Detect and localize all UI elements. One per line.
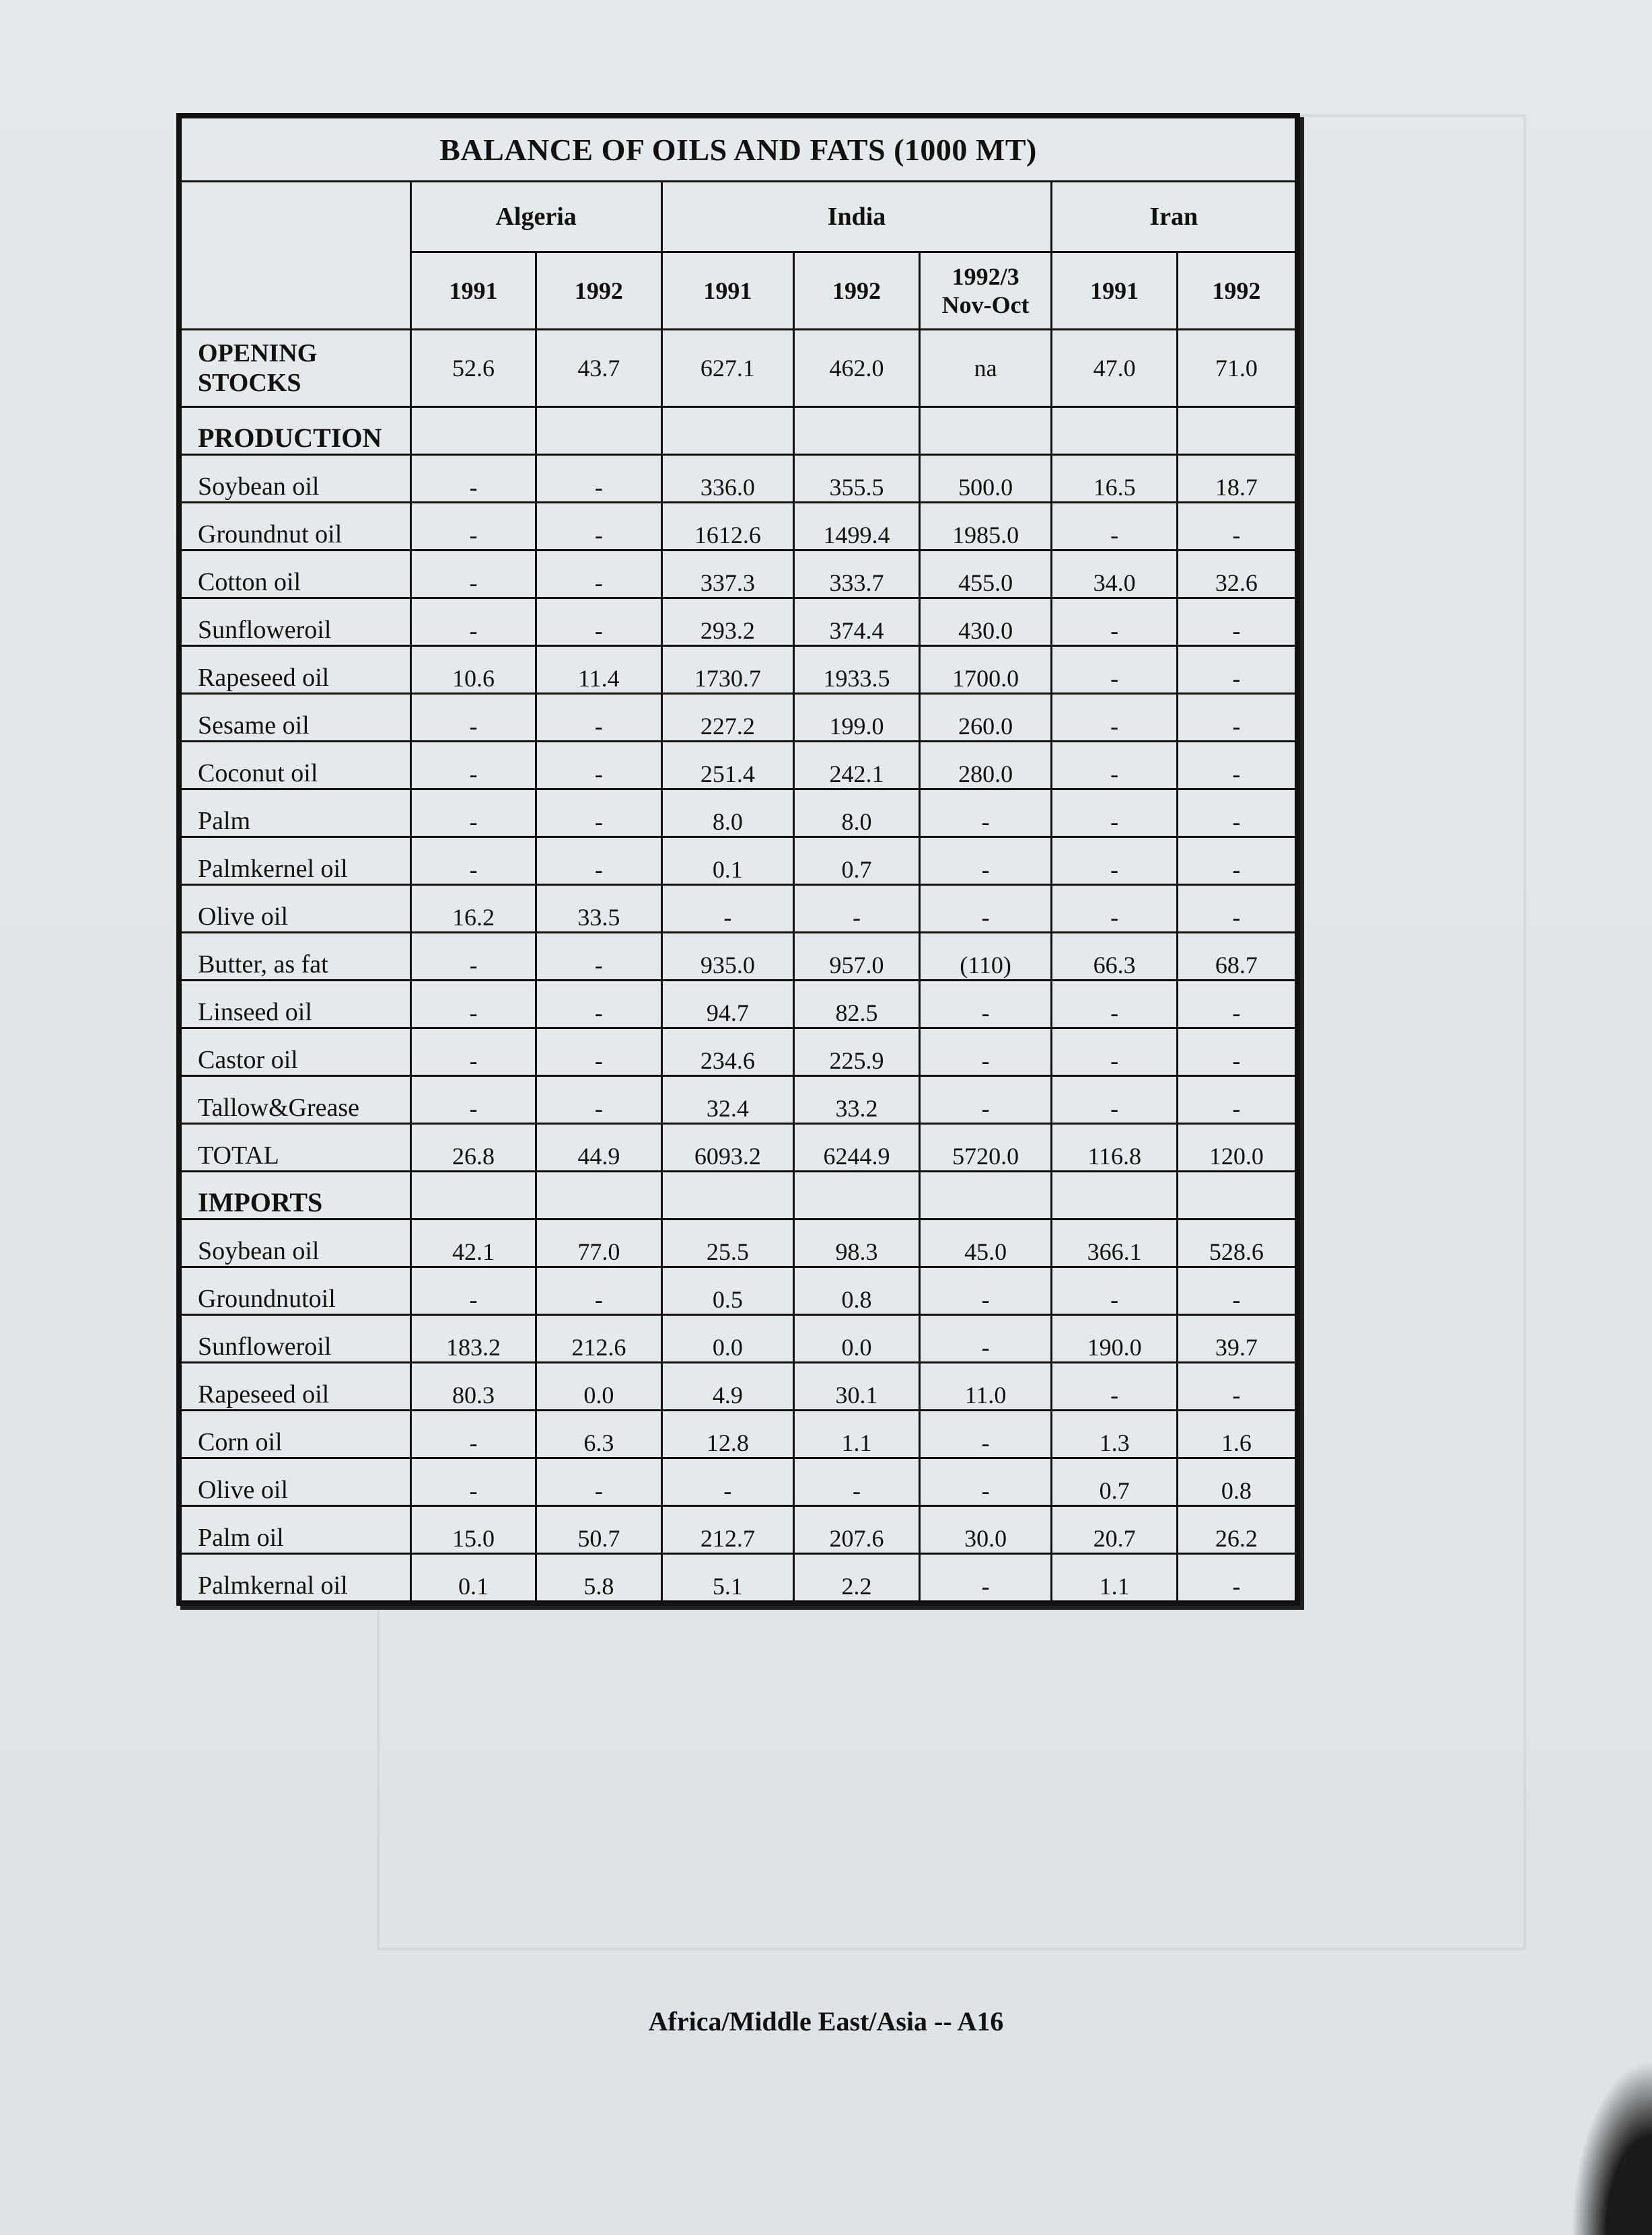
table-cell: - xyxy=(919,837,1052,885)
year-header: 1992 xyxy=(1177,252,1295,330)
table-cell: 30.0 xyxy=(919,1506,1052,1554)
table-cell: 0.1 xyxy=(410,1554,536,1602)
table-cell: 2.2 xyxy=(794,1554,919,1602)
imports-heading-row xyxy=(181,1172,1296,1219)
table-cell: - xyxy=(794,885,919,933)
table-cell: 199.0 xyxy=(794,694,919,742)
table-cell: - xyxy=(536,551,661,598)
table-cell: - xyxy=(1177,837,1295,885)
table-cell: - xyxy=(410,1028,536,1076)
table-cell: 0.1 xyxy=(661,837,794,885)
row-label: Corn oil xyxy=(181,1411,411,1458)
production-row xyxy=(181,837,1296,885)
table-cell: 44.9 xyxy=(536,1124,661,1172)
table-cell: - xyxy=(536,789,661,837)
table-cell: 42.1 xyxy=(410,1219,536,1267)
imports-row xyxy=(181,1267,1296,1315)
table-cell: 50.7 xyxy=(536,1506,661,1554)
row-label: Olive oil xyxy=(181,1458,411,1506)
table-cell: 8.0 xyxy=(794,789,919,837)
section-heading: PRODUCTION xyxy=(181,407,411,455)
table-cell: 1.1 xyxy=(1052,1554,1177,1602)
table-cell: - xyxy=(794,1458,919,1506)
table-cell: 0.8 xyxy=(794,1267,919,1315)
table-cell: - xyxy=(536,1458,661,1506)
table-cell: - xyxy=(536,1076,661,1124)
table-cell: - xyxy=(1177,1554,1295,1602)
table-cell: - xyxy=(410,789,536,837)
year-header: 1991 xyxy=(410,252,536,330)
table-cell: - xyxy=(536,1028,661,1076)
table-cell: - xyxy=(1052,837,1177,885)
row-label: Tallow&Grease xyxy=(181,1076,411,1124)
imports-row xyxy=(181,1363,1296,1411)
row-label: Castor oil xyxy=(181,1028,411,1076)
table-cell: na xyxy=(919,330,1052,407)
table-cell: 1730.7 xyxy=(661,646,794,694)
table-cell: - xyxy=(536,694,661,742)
table-cell: - xyxy=(1177,885,1295,933)
production-row xyxy=(181,646,1296,694)
table-cell: 0.8 xyxy=(1177,1458,1295,1506)
table-cell: 280.0 xyxy=(919,742,1052,789)
production-row xyxy=(181,1076,1296,1124)
table-cell: - xyxy=(410,455,536,503)
table-cell: - xyxy=(1177,1363,1295,1411)
production-row xyxy=(181,1028,1296,1076)
table-title: BALANCE OF OILS AND FATS (1000 MT) xyxy=(181,118,1296,182)
production-row xyxy=(181,742,1296,789)
table-cell: - xyxy=(536,933,661,981)
table-cell: 5.1 xyxy=(661,1554,794,1602)
table-cell: 212.7 xyxy=(661,1506,794,1554)
table-cell: 1.1 xyxy=(794,1411,919,1458)
table-cell: 47.0 xyxy=(1052,330,1177,407)
table-cell: 116.8 xyxy=(1052,1124,1177,1172)
table-cell: 11.0 xyxy=(919,1363,1052,1411)
production-heading-row xyxy=(181,407,1296,455)
table-cell: 366.1 xyxy=(1052,1219,1177,1267)
country-header-algeria: Algeria xyxy=(410,182,661,252)
row-label: Palm xyxy=(181,789,411,837)
table-cell: 20.7 xyxy=(1052,1506,1177,1554)
empty-cell xyxy=(919,407,1052,455)
empty-cell xyxy=(919,1172,1052,1219)
table-cell: - xyxy=(1177,1028,1295,1076)
table-cell: 1.6 xyxy=(1177,1411,1295,1458)
table-cell: - xyxy=(1177,503,1295,551)
table-cell: - xyxy=(410,1458,536,1506)
production-row xyxy=(181,694,1296,742)
table-cell: 430.0 xyxy=(919,598,1052,646)
table-cell: - xyxy=(1177,1267,1295,1315)
table-cell: 80.3 xyxy=(410,1363,536,1411)
row-label: Palmkernal oil xyxy=(181,1554,411,1602)
table-cell: 1.3 xyxy=(1052,1411,1177,1458)
table-cell: 627.1 xyxy=(661,330,794,407)
table-cell: 455.0 xyxy=(919,551,1052,598)
table-cell: - xyxy=(919,1458,1052,1506)
table-cell: 43.7 xyxy=(536,330,661,407)
table-cell: 16.2 xyxy=(410,885,536,933)
country-header-iran: Iran xyxy=(1052,182,1296,252)
table-cell: 5720.0 xyxy=(919,1124,1052,1172)
table-cell: - xyxy=(1052,694,1177,742)
year-header: 1992/3 Nov-Oct xyxy=(919,252,1052,330)
table-cell: 336.0 xyxy=(661,455,794,503)
production-row xyxy=(181,981,1296,1028)
production-row xyxy=(181,551,1296,598)
production-row xyxy=(181,455,1296,503)
table-cell: 12.8 xyxy=(661,1411,794,1458)
table-cell: 1499.4 xyxy=(794,503,919,551)
section-heading: IMPORTS xyxy=(181,1172,411,1219)
table-cell: - xyxy=(919,885,1052,933)
table-cell: 0.7 xyxy=(794,837,919,885)
table-cell: - xyxy=(661,1458,794,1506)
table-cell: 45.0 xyxy=(919,1219,1052,1267)
table-cell: 183.2 xyxy=(410,1315,536,1363)
imports-row xyxy=(181,1458,1296,1506)
table-cell: 26.2 xyxy=(1177,1506,1295,1554)
empty-cell xyxy=(536,407,661,455)
row-label: Sesame oil xyxy=(181,694,411,742)
row-label: Sunfloweroil xyxy=(181,598,411,646)
table-cell: 98.3 xyxy=(794,1219,919,1267)
table-cell: 30.1 xyxy=(794,1363,919,1411)
table-cell: 355.5 xyxy=(794,455,919,503)
table-cell: 8.0 xyxy=(661,789,794,837)
row-label: Sunfloweroil xyxy=(181,1315,411,1363)
table-cell: 528.6 xyxy=(1177,1219,1295,1267)
table-cell: 18.7 xyxy=(1177,455,1295,503)
row-label: Palmkernel oil xyxy=(181,837,411,885)
table-cell: 77.0 xyxy=(536,1219,661,1267)
row-label: Butter, as fat xyxy=(181,933,411,981)
row-label: Cotton oil xyxy=(181,551,411,598)
table-cell: 0.0 xyxy=(661,1315,794,1363)
total-row xyxy=(181,1124,1296,1172)
row-label: Olive oil xyxy=(181,885,411,933)
corner-cell xyxy=(181,182,411,330)
table-cell: 260.0 xyxy=(919,694,1052,742)
table-cell: 500.0 xyxy=(919,455,1052,503)
table-cell: 0.7 xyxy=(1052,1458,1177,1506)
table-cell: 39.7 xyxy=(1177,1315,1295,1363)
table-cell: 34.0 xyxy=(1052,551,1177,598)
table-cell: - xyxy=(1177,981,1295,1028)
page-corner-shadow xyxy=(1571,2060,1652,2235)
table-cell: - xyxy=(661,885,794,933)
table-cell: - xyxy=(410,981,536,1028)
table-cell: - xyxy=(536,455,661,503)
table-cell: - xyxy=(1052,742,1177,789)
row-label: OPENING STOCKS xyxy=(181,330,411,407)
row-label: Rapeseed oil xyxy=(181,1363,411,1411)
table-cell: 957.0 xyxy=(794,933,919,981)
table-cell: 82.5 xyxy=(794,981,919,1028)
table-cell: - xyxy=(919,1315,1052,1363)
table-cell: - xyxy=(1177,598,1295,646)
table-cell: 251.4 xyxy=(661,742,794,789)
table-cell: 120.0 xyxy=(1177,1124,1295,1172)
table-cell: 234.6 xyxy=(661,1028,794,1076)
balance-table xyxy=(180,116,1297,1602)
table-cell: - xyxy=(536,598,661,646)
imports-row xyxy=(181,1554,1296,1602)
table-cell: - xyxy=(410,933,536,981)
table-cell: - xyxy=(410,1076,536,1124)
table-cell: (110) xyxy=(919,933,1052,981)
table-cell: - xyxy=(410,694,536,742)
imports-row xyxy=(181,1315,1296,1363)
table-cell: 333.7 xyxy=(794,551,919,598)
table-cell: 374.4 xyxy=(794,598,919,646)
production-row xyxy=(181,789,1296,837)
empty-cell xyxy=(410,1172,536,1219)
table-cell: - xyxy=(410,837,536,885)
table-cell: 1933.5 xyxy=(794,646,919,694)
table-cell: 5.8 xyxy=(536,1554,661,1602)
table-cell: 242.1 xyxy=(794,742,919,789)
table-cell: - xyxy=(1052,885,1177,933)
table-cell: - xyxy=(919,1076,1052,1124)
table-cell: 0.0 xyxy=(536,1363,661,1411)
table-cell: 52.6 xyxy=(410,330,536,407)
table-cell: - xyxy=(919,1267,1052,1315)
table-cell: 6093.2 xyxy=(661,1124,794,1172)
table-cell: 32.4 xyxy=(661,1076,794,1124)
table-cell: 11.4 xyxy=(536,646,661,694)
table-cell: 225.9 xyxy=(794,1028,919,1076)
table-cell: - xyxy=(1052,1267,1177,1315)
empty-cell xyxy=(536,1172,661,1219)
table-cell: - xyxy=(1177,646,1295,694)
empty-cell xyxy=(410,407,536,455)
table-cell: 25.5 xyxy=(661,1219,794,1267)
empty-cell xyxy=(661,407,794,455)
table-cell: 227.2 xyxy=(661,694,794,742)
table-cell: - xyxy=(1052,1028,1177,1076)
table-cell: - xyxy=(1177,1076,1295,1124)
table-cell: - xyxy=(536,981,661,1028)
row-label: Soybean oil xyxy=(181,1219,411,1267)
table-cell: 10.6 xyxy=(410,646,536,694)
table-body xyxy=(181,330,1296,1602)
row-label: Groundnut oil xyxy=(181,503,411,551)
table-cell: - xyxy=(410,598,536,646)
table-cell: - xyxy=(536,837,661,885)
table-cell: 462.0 xyxy=(794,330,919,407)
table-cell: - xyxy=(1177,742,1295,789)
year-header: 1991 xyxy=(1052,252,1177,330)
table-cell: - xyxy=(410,742,536,789)
table-cell: 71.0 xyxy=(1177,330,1295,407)
empty-cell xyxy=(1052,1172,1177,1219)
table-cell: 68.7 xyxy=(1177,933,1295,981)
table-cell: - xyxy=(1052,598,1177,646)
row-label: TOTAL xyxy=(181,1124,411,1172)
table-cell: 1700.0 xyxy=(919,646,1052,694)
year-header: 1992 xyxy=(794,252,919,330)
empty-cell xyxy=(794,407,919,455)
table-cell: 1985.0 xyxy=(919,503,1052,551)
table-cell: 0.0 xyxy=(794,1315,919,1363)
table-cell: - xyxy=(919,1411,1052,1458)
table-cell: 26.8 xyxy=(410,1124,536,1172)
country-header-india: India xyxy=(661,182,1052,252)
table-cell: 66.3 xyxy=(1052,933,1177,981)
table-cell: - xyxy=(919,789,1052,837)
table-cell: - xyxy=(1052,981,1177,1028)
imports-row xyxy=(181,1506,1296,1554)
table-cell: 212.6 xyxy=(536,1315,661,1363)
table-cell: 6244.9 xyxy=(794,1124,919,1172)
imports-row xyxy=(181,1219,1296,1267)
table-cell: - xyxy=(1052,789,1177,837)
row-label: Linseed oil xyxy=(181,981,411,1028)
table-cell: - xyxy=(410,503,536,551)
empty-cell xyxy=(1177,1172,1295,1219)
table-cell: - xyxy=(1052,503,1177,551)
table-cell: 4.9 xyxy=(661,1363,794,1411)
table-cell: - xyxy=(536,503,661,551)
row-label: Soybean oil xyxy=(181,455,411,503)
table-cell: - xyxy=(919,1554,1052,1602)
table-cell: - xyxy=(410,551,536,598)
year-header: 1991 xyxy=(661,252,794,330)
page-footer: Africa/Middle East/Asia -- A16 xyxy=(648,2006,1004,2036)
row-label: Palm oil xyxy=(181,1506,411,1554)
production-row xyxy=(181,933,1296,981)
production-row xyxy=(181,885,1296,933)
row-label: Coconut oil xyxy=(181,742,411,789)
table-cell: - xyxy=(410,1267,536,1315)
table-cell: 6.3 xyxy=(536,1411,661,1458)
table-cell: - xyxy=(1052,1076,1177,1124)
table-cell: 935.0 xyxy=(661,933,794,981)
table-cell: 207.6 xyxy=(794,1506,919,1554)
production-row xyxy=(181,598,1296,646)
opening-stocks-row xyxy=(181,330,1296,407)
table-cell: 33.5 xyxy=(536,885,661,933)
table-cell: 32.6 xyxy=(1177,551,1295,598)
row-label: Rapeseed oil xyxy=(181,646,411,694)
table-cell: - xyxy=(919,1028,1052,1076)
table-cell: 337.3 xyxy=(661,551,794,598)
table-cell: - xyxy=(1177,694,1295,742)
production-row xyxy=(181,503,1296,551)
table-cell: 293.2 xyxy=(661,598,794,646)
table-cell: 33.2 xyxy=(794,1076,919,1124)
table-cell: - xyxy=(1052,1363,1177,1411)
balance-table-frame xyxy=(176,113,1300,1606)
table-cell: - xyxy=(1052,646,1177,694)
table-cell: - xyxy=(919,981,1052,1028)
empty-cell xyxy=(1052,407,1177,455)
imports-row xyxy=(181,1411,1296,1458)
table-cell: - xyxy=(1177,789,1295,837)
table-cell: 1612.6 xyxy=(661,503,794,551)
table-cell: 0.5 xyxy=(661,1267,794,1315)
table-cell: 15.0 xyxy=(410,1506,536,1554)
empty-cell xyxy=(794,1172,919,1219)
table-cell: - xyxy=(536,1267,661,1315)
table-cell: - xyxy=(410,1411,536,1458)
table-cell: 94.7 xyxy=(661,981,794,1028)
year-header: 1992 xyxy=(536,252,661,330)
table-cell: 190.0 xyxy=(1052,1315,1177,1363)
empty-cell xyxy=(1177,407,1295,455)
row-label: Groundnutoil xyxy=(181,1267,411,1315)
empty-cell xyxy=(661,1172,794,1219)
table-cell: - xyxy=(536,742,661,789)
table-cell: 16.5 xyxy=(1052,455,1177,503)
